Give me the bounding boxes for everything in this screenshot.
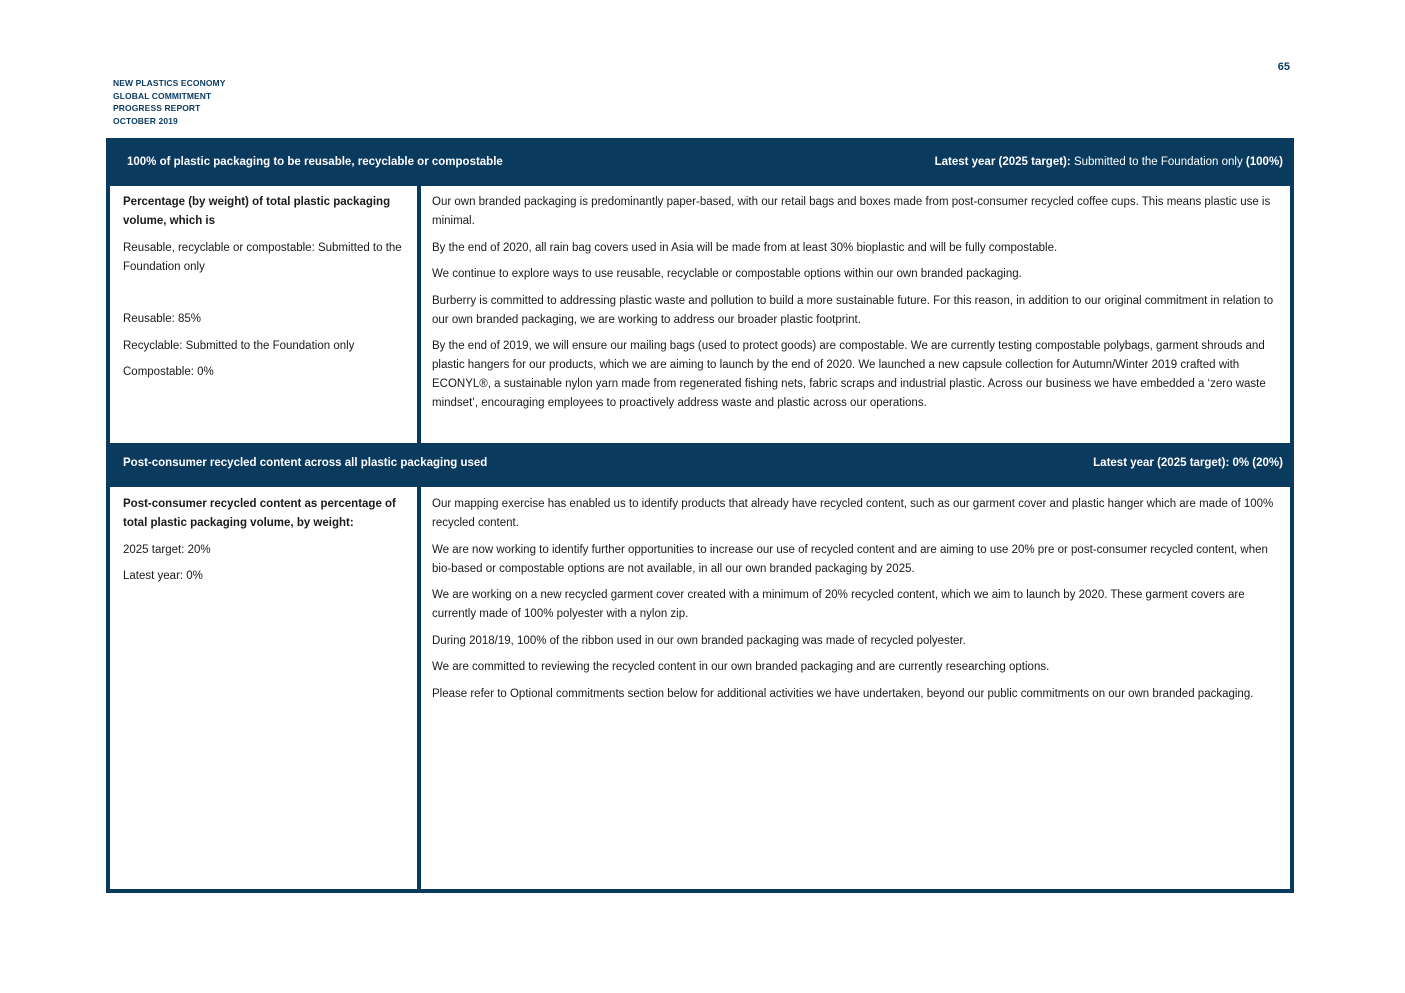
report-header-line: OCTOBER 2019: [113, 115, 178, 126]
metrics-heading: Post-consumer recycled content as percentage of total plastic packaging volume, by weight:: [123, 498, 396, 529]
commitment-table: [106, 138, 1294, 893]
metric-reusable-recyclable-compostable: Reusable, recyclable or compostable: Submitted to the Foundation only: [123, 241, 402, 273]
metrics-cell: [123, 495, 413, 594]
narrative-paragraph: We are now working to identify further opportunities to increase our use of recycled content and are aiming to use 20% pre or post-consumer recycled content, when bio-based or compostable options are not available, in all our own branded packaging by 2025.: [432, 543, 1268, 575]
section-header-bar: [110, 443, 1290, 487]
narrative-paragraph: Our mapping exercise has enabled us to identify products that already have recycled content, such as our garment cover and plastic hanger which are made of 100% recycled content.: [432, 498, 1274, 529]
metrics-heading: Percentage (by weight) of total plastic packaging volume, which is: [123, 196, 391, 227]
report-header: [113, 77, 226, 127]
report-header-line: NEW PLASTICS ECONOMY: [113, 78, 226, 88]
narrative-paragraph: Our own branded packaging is predominantly paper-based, with our retail bags and boxes made from post-consumer recycled coffee cups. This means plastic use is minimal.: [432, 196, 1271, 227]
status-target: (100%): [1245, 156, 1283, 168]
narrative-paragraph: Burberry is committed to addressing plastic waste and pollution to build a more sustainable future. For this reason, in addition to our original commitment in relation to our own branded packaging, we are working to address our broader plastic footprint.: [432, 294, 1274, 326]
metric-latest: Latest year: 0%: [123, 570, 203, 582]
narrative-paragraph: We are committed to reviewing the recycled content in our own branded packaging and are currently researching options.: [432, 661, 1050, 673]
narrative-cell: [432, 495, 1288, 711]
section-title: 100% of plastic packaging to be reusable, recyclable or compostable: [127, 156, 503, 168]
metric-recyclable: Recyclable: Submitted to the Foundation only: [123, 339, 355, 352]
narrative-paragraph: During 2018/19, 100% of the ribbon used in our own branded packaging was made of recycled polyester.: [432, 634, 966, 647]
narrative-paragraph: We continue to explore ways to use reusable, recyclable or compostable options within our own branded packaging.: [432, 268, 1022, 280]
metric-target: 2025 target: 20%: [123, 543, 211, 556]
narrative-paragraph: By the end of 2019, we will ensure our mailing bags (used to protect goods) are compostable. We are currently testing compostable polybags, garment shrouds and plastic hangers for our products, which we are aiming to launch by the end of 2020. We launched a new capsule collection for Autumn/Winter 2019 crafted with ECONYL®, a sustainable nylon yarn made from regenerated fishing nets, fabric scraps and industrial plastic. Across our business we have embedded a ‘zero waste mindset’, encouraging employees to proactively address waste and plastic across our operations.: [432, 340, 1266, 409]
report-header-line: GLOBAL COMMITMENT: [113, 90, 212, 101]
page-number: 65: [1277, 61, 1290, 73]
section-title: Post-consumer recycled content across all plastic packaging used: [123, 457, 488, 469]
status-label: Latest year (2025 target): 0% (20%): [1093, 457, 1283, 469]
status-value: Submitted to the Foundation only: [1073, 156, 1243, 168]
section-header-bar: [110, 142, 1290, 186]
report-header-line: PROGRESS REPORT: [113, 103, 201, 113]
column-divider: [417, 186, 421, 443]
status-label: Latest year (2025 target):: [934, 156, 1071, 168]
metric-reusable: Reusable: 85%: [123, 313, 201, 325]
section-status: [935, 156, 1283, 168]
column-divider: [417, 487, 421, 893]
metric-compostable: Compostable: 0%: [123, 366, 214, 378]
section-status: [1093, 457, 1283, 469]
metrics-cell: [123, 193, 413, 390]
narrative-paragraph: Please refer to Optional commitments section below for additional activities we have undertaken, beyond our public commitments on our own branded packaging.: [432, 687, 1254, 700]
narrative-paragraph: By the end of 2020, all rain bag covers used in Asia will be made from at least 30% bioplastic and will be fully compostable.: [432, 241, 1058, 254]
narrative-paragraph: We are working on a new recycled garment cover created with a minimum of 20% recycled content, which we aim to launch by 2020. These garment covers are currently made of 100% polyester with a nylon zip.: [432, 589, 1245, 620]
narrative-cell: [432, 193, 1288, 421]
